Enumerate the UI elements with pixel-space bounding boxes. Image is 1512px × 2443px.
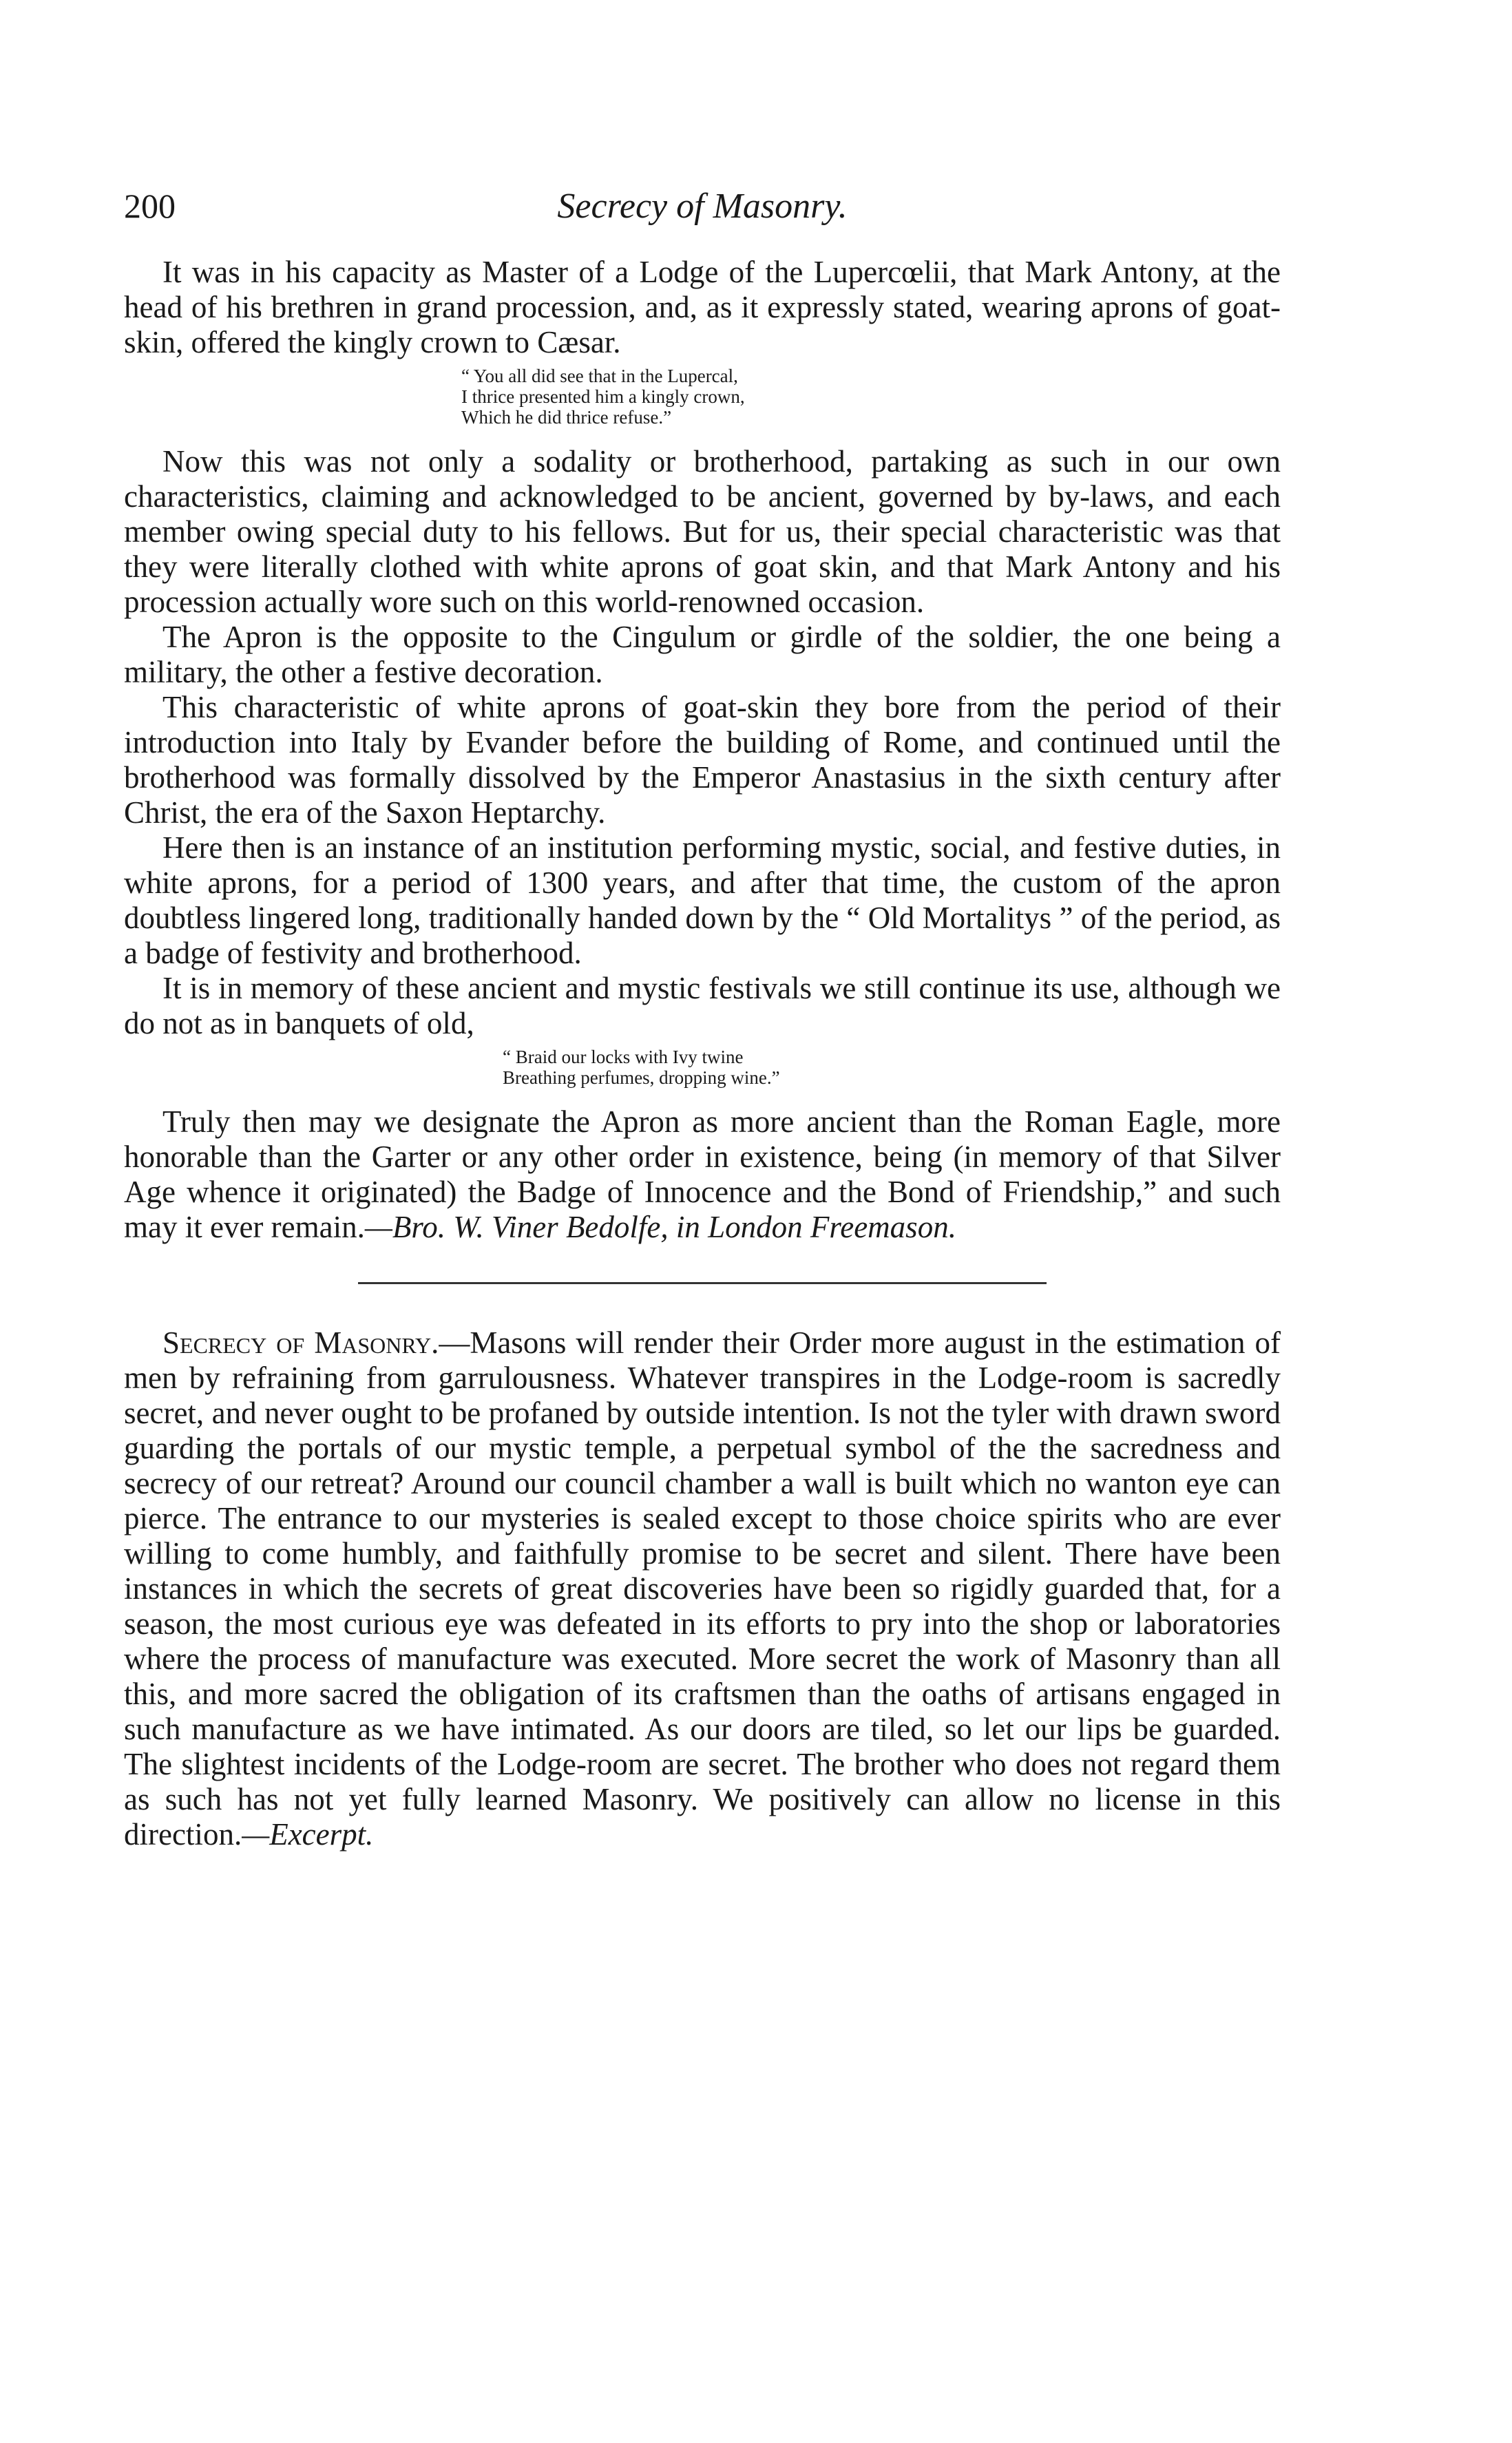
paragraph-7-text: Truly then may we designate the Apron as more ancient than the Roman Eagle, more honorable than the Garter or any other order in existence, being (in memory of that Silver Age whence it originated) the Badge of Innocence and the Bond of Friendship,” and such may it ever remain. — [124, 1104, 1281, 1244]
page-header — [124, 186, 1281, 241]
paragraph-4: This characteristic of white aprons of goat-skin they bore from the period of their introduction into Italy by Evander before the building of Rome, and continued until the brotherhood was formally dissolved by the Emperor Anastasius in the sixth century after Christ, the era of the Saxon Heptarchy. — [124, 690, 1281, 830]
article-apron — [124, 255, 1281, 1245]
secrecy-paragraph — [124, 1325, 1281, 1852]
quote-line: Breathing perfumes, dropping wine.” — [503, 1067, 780, 1088]
section-divider — [358, 1282, 1047, 1284]
running-title: Secrecy of Masonry. — [557, 187, 848, 226]
paragraph-2: Now this was not only a sodality or brotherhood, partaking as such in our own characteristics, claiming and acknowledged to be ancient, governed by by-laws, and each member owing special duty to his fellows. But for us, their special characteristic was that they were literally clothed with white aprons of goat skin, and that Mark Antony and his procession actually wore such on this world-renowned occasion. — [124, 444, 1281, 619]
quote-line: “ Braid our locks with Ivy twine — [503, 1047, 744, 1067]
paragraph-1: It was in his capacity as Master of a Lodge of the Lupercœlii, that Mark Antony, at the head of his brethren in grand procession, and, as it expressly stated, wearing aprons of goat-skin, offered the kingly crown to Cæsar. — [124, 255, 1281, 359]
quote-line: “ You all did see that in the Lupercal, — [461, 366, 738, 386]
article-secrecy — [124, 1325, 1281, 1852]
paragraph-7 — [124, 1104, 1281, 1245]
quote-line: I thrice presented him a kingly crown, — [461, 386, 745, 407]
quote-lupercal — [124, 366, 1281, 428]
paragraph-6: It is in memory of these ancient and mystic festivals we still continue its use, although we do not as in banquets of old, — [124, 971, 1281, 1040]
section-heading: Secrecy of Masonry. — [162, 1325, 439, 1360]
book-page — [124, 186, 1281, 1852]
secrecy-body: —Masons will render their Order more august in the estimation of men by refraining from garrulousness. Whatever transpires in the Lodge-room is sacredly secret, and never ought to be profaned by outside intention. Is not the tyler with drawn sword guarding the portals of our mystic temple, a perpetual symbol of the the sacredness and secrecy of our retreat? Around our council chamber a wall is built which no wanton eye can pierce. The entrance to our mysteries is sealed except to those choice spirits who are ever willing to come humbly, and faithfully promise to be secret and silent. There have been instances in which the secrets of great discoveries have been so rigidly guarded that, for a season, the most curious eye was defeated in its efforts to pry into the shop or laboratories where the process of manufacture was executed. More secret the work of Masonry than all this, and more sacred the obligation of its craftsmen than the oaths of artisans engaged in such manufacture as we have intimated. As our doors are tiled, so let our lips be guarded. The slightest incidents of the Lodge-room are secret. The brother who does not regard them as such has not yet fully learned Masonry. We positively can allow no license in this direction. — [124, 1325, 1281, 1852]
attribution: —Excerpt. — [242, 1817, 374, 1852]
quote-line: Which he did thrice refuse.” — [461, 407, 672, 428]
attribution: —Bro. W. Viner Bedolfe, in London Freemason. — [364, 1210, 956, 1244]
paragraph-5: Here then is an instance of an institution performing mystic, social, and festive duties, in white aprons, for a period of 1300 years, and after that time, the custom of the apron doubtless lingered long, traditionally handed down by the “ Old Mortalitys ” of the period, as a badge of festivity and brotherhood. — [124, 830, 1281, 970]
paragraph-3: The Apron is the opposite to the Cingulum or girdle of the soldier, the one being a military, the other a festive decoration. — [124, 620, 1281, 689]
quote-ivy — [124, 1047, 1281, 1088]
page-number: 200 — [124, 187, 176, 225]
